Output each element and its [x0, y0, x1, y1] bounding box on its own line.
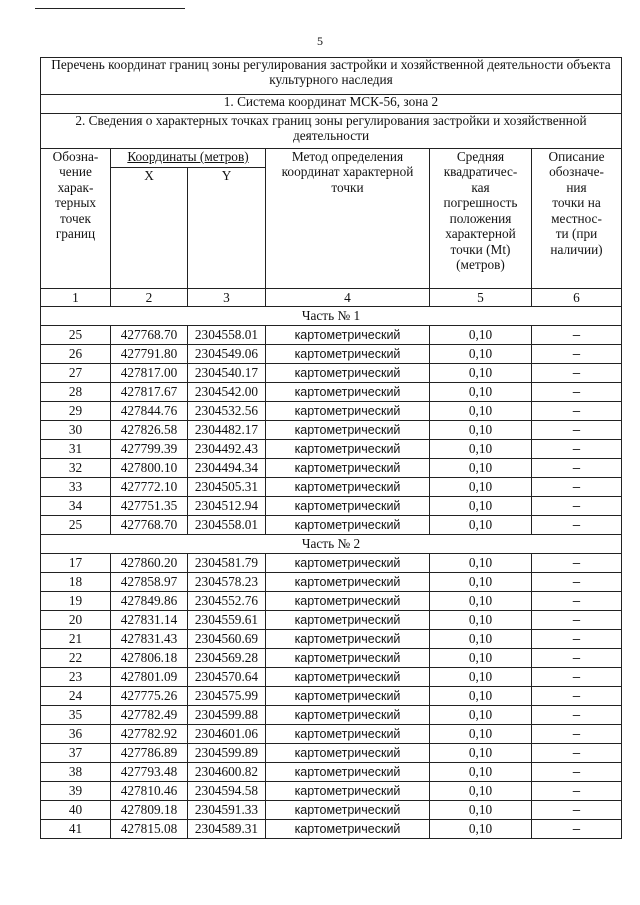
- coordinate-x: 427768.70: [111, 326, 188, 345]
- section-title: 2. Сведения о характерных точках границ зоны регулирования застройки и хозяйственной деятельности: [41, 114, 622, 149]
- coordinate-y: 2304570.64: [188, 668, 266, 687]
- coordinate-y: 2304578.23: [188, 573, 266, 592]
- table-row: [41, 497, 622, 516]
- column-numbers-row: [41, 289, 622, 307]
- description: –: [532, 421, 622, 440]
- method: картометрический: [266, 706, 430, 725]
- description: –: [532, 345, 622, 364]
- table-row: [41, 345, 622, 364]
- description: –: [532, 364, 622, 383]
- accuracy-mt: 0,10: [430, 725, 532, 744]
- header-x: X: [111, 168, 188, 289]
- table-row: [41, 326, 622, 345]
- part-header-row: [41, 307, 622, 326]
- point-number: 18: [41, 573, 111, 592]
- top-rule: [35, 8, 185, 9]
- point-number: 21: [41, 630, 111, 649]
- accuracy-mt: 0,10: [430, 345, 532, 364]
- coordinate-y: 2304591.33: [188, 801, 266, 820]
- point-number: 32: [41, 459, 111, 478]
- accuracy-mt: 0,10: [430, 630, 532, 649]
- coordinate-y: 2304600.82: [188, 763, 266, 782]
- description: –: [532, 554, 622, 573]
- coordinate-y: 2304589.31: [188, 820, 266, 839]
- coordinate-y: 2304594.58: [188, 782, 266, 801]
- point-number: 20: [41, 611, 111, 630]
- coordinate-y: 2304558.01: [188, 326, 266, 345]
- description: –: [532, 763, 622, 782]
- header-y: Y: [188, 168, 266, 289]
- coordinate-y: 2304599.88: [188, 706, 266, 725]
- coordinate-x: 427768.70: [111, 516, 188, 535]
- description: –: [532, 801, 622, 820]
- method: картометрический: [266, 478, 430, 497]
- description: –: [532, 383, 622, 402]
- coordinate-y: 2304581.79: [188, 554, 266, 573]
- coordinate-x: 427817.00: [111, 364, 188, 383]
- coordinate-x: 427751.35: [111, 497, 188, 516]
- accuracy-mt: 0,10: [430, 573, 532, 592]
- description: –: [532, 516, 622, 535]
- method: картометрический: [266, 725, 430, 744]
- point-number: 36: [41, 725, 111, 744]
- description: –: [532, 782, 622, 801]
- coordinate-x: 427806.18: [111, 649, 188, 668]
- header-method: Метод определения координат характерной точки: [266, 149, 430, 289]
- description: –: [532, 630, 622, 649]
- accuracy-mt: 0,10: [430, 668, 532, 687]
- accuracy-mt: 0,10: [430, 687, 532, 706]
- point-number: 40: [41, 801, 111, 820]
- table-row: [41, 763, 622, 782]
- table-row: [41, 725, 622, 744]
- coordinate-x: 427860.20: [111, 554, 188, 573]
- point-number: 17: [41, 554, 111, 573]
- table-row: [41, 801, 622, 820]
- method: картометрический: [266, 383, 430, 402]
- table-row: [41, 706, 622, 725]
- header-row: [41, 149, 622, 168]
- point-number: 31: [41, 440, 111, 459]
- method: картометрический: [266, 573, 430, 592]
- table-row: [41, 744, 622, 763]
- description: –: [532, 687, 622, 706]
- point-number: 38: [41, 763, 111, 782]
- table-row: [41, 668, 622, 687]
- table-row: [41, 611, 622, 630]
- method: картометрический: [266, 782, 430, 801]
- coordinate-y: 2304494.34: [188, 459, 266, 478]
- coordinate-y: 2304552.76: [188, 592, 266, 611]
- table-row: [41, 630, 622, 649]
- accuracy-mt: 0,10: [430, 706, 532, 725]
- coordinate-y: 2304505.31: [188, 478, 266, 497]
- header-point-designation: Обозна- чение харак- терных точек границ: [41, 149, 111, 289]
- accuracy-mt: 0,10: [430, 782, 532, 801]
- table-row: [41, 440, 622, 459]
- point-number: 29: [41, 402, 111, 421]
- coordinate-x: 427815.08: [111, 820, 188, 839]
- accuracy-mt: 0,10: [430, 326, 532, 345]
- method: картометрический: [266, 326, 430, 345]
- coordinate-x: 427775.26: [111, 687, 188, 706]
- method: картометрический: [266, 421, 430, 440]
- section-row: [41, 114, 622, 149]
- coordinates-table: [40, 57, 622, 839]
- method: картометрический: [266, 402, 430, 421]
- method: картометрический: [266, 554, 430, 573]
- coordinate-y: 2304575.99: [188, 687, 266, 706]
- accuracy-mt: 0,10: [430, 592, 532, 611]
- column-number: 3: [188, 289, 266, 307]
- header-coordinates: Координаты (метров): [111, 149, 266, 168]
- description: –: [532, 706, 622, 725]
- header-description: Описание обозначе- ния точки на местнос- ти (при наличии): [532, 149, 622, 289]
- point-number: 30: [41, 421, 111, 440]
- point-number: 24: [41, 687, 111, 706]
- table-row: [41, 649, 622, 668]
- coordinate-x: 427810.46: [111, 782, 188, 801]
- accuracy-mt: 0,10: [430, 611, 532, 630]
- coordinate-x: 427801.09: [111, 668, 188, 687]
- table-row: [41, 554, 622, 573]
- table-row: [41, 687, 622, 706]
- coordinate-x: 427826.58: [111, 421, 188, 440]
- coordinate-y: 2304558.01: [188, 516, 266, 535]
- accuracy-mt: 0,10: [430, 364, 532, 383]
- coordinate-y: 2304549.06: [188, 345, 266, 364]
- coordinate-y: 2304599.89: [188, 744, 266, 763]
- method: картометрический: [266, 592, 430, 611]
- coordinate-x: 427791.80: [111, 345, 188, 364]
- description: –: [532, 611, 622, 630]
- coordinate-x: 427772.10: [111, 478, 188, 497]
- column-number: 4: [266, 289, 430, 307]
- method: картометрический: [266, 611, 430, 630]
- coordinate-y: 2304569.28: [188, 649, 266, 668]
- method: картометрический: [266, 744, 430, 763]
- point-number: 28: [41, 383, 111, 402]
- column-number: 2: [111, 289, 188, 307]
- column-number: 5: [430, 289, 532, 307]
- coordinate-y: 2304559.61: [188, 611, 266, 630]
- method: картометрический: [266, 801, 430, 820]
- point-number: 27: [41, 364, 111, 383]
- coordinate-y: 2304540.17: [188, 364, 266, 383]
- coordinate-x: 427786.89: [111, 744, 188, 763]
- table-row: [41, 383, 622, 402]
- method: картометрический: [266, 345, 430, 364]
- method: картометрический: [266, 687, 430, 706]
- part-header-row: [41, 535, 622, 554]
- method: картометрический: [266, 516, 430, 535]
- description: –: [532, 402, 622, 421]
- coordinate-y: 2304560.69: [188, 630, 266, 649]
- coordinate-y: 2304542.00: [188, 383, 266, 402]
- method: картометрический: [266, 649, 430, 668]
- accuracy-mt: 0,10: [430, 554, 532, 573]
- coordinate-x: 427858.97: [111, 573, 188, 592]
- table-row: [41, 592, 622, 611]
- point-number: 22: [41, 649, 111, 668]
- method: картометрический: [266, 364, 430, 383]
- coordinate-y: 2304492.43: [188, 440, 266, 459]
- method: картометрический: [266, 763, 430, 782]
- coordinate-x: 427809.18: [111, 801, 188, 820]
- description: –: [532, 478, 622, 497]
- point-number: 26: [41, 345, 111, 364]
- coordinate-y: 2304512.94: [188, 497, 266, 516]
- coordinate-y: 2304601.06: [188, 725, 266, 744]
- table-row: [41, 516, 622, 535]
- accuracy-mt: 0,10: [430, 421, 532, 440]
- table-row: [41, 402, 622, 421]
- description: –: [532, 440, 622, 459]
- coordinate-x: 427782.49: [111, 706, 188, 725]
- description: –: [532, 326, 622, 345]
- method: картометрический: [266, 440, 430, 459]
- accuracy-mt: 0,10: [430, 497, 532, 516]
- description: –: [532, 649, 622, 668]
- accuracy-mt: 0,10: [430, 516, 532, 535]
- point-number: 37: [41, 744, 111, 763]
- coordinate-system-row: [41, 95, 622, 114]
- coordinate-x: 427793.48: [111, 763, 188, 782]
- accuracy-mt: 0,10: [430, 402, 532, 421]
- accuracy-mt: 0,10: [430, 383, 532, 402]
- table-row: [41, 573, 622, 592]
- table-row: [41, 478, 622, 497]
- point-number: 23: [41, 668, 111, 687]
- coordinate-x: 427782.92: [111, 725, 188, 744]
- coordinate-x: 427849.86: [111, 592, 188, 611]
- description: –: [532, 744, 622, 763]
- method: картометрический: [266, 630, 430, 649]
- point-number: 35: [41, 706, 111, 725]
- accuracy-mt: 0,10: [430, 478, 532, 497]
- table-row: [41, 459, 622, 478]
- point-number: 19: [41, 592, 111, 611]
- coordinate-system: 1. Система координат МСК-56, зона 2: [41, 95, 622, 114]
- coordinate-x: 427817.67: [111, 383, 188, 402]
- accuracy-mt: 0,10: [430, 649, 532, 668]
- table-row: [41, 421, 622, 440]
- coordinate-x: 427831.43: [111, 630, 188, 649]
- method: картометрический: [266, 668, 430, 687]
- description: –: [532, 820, 622, 839]
- header-accuracy: Средняя квадратичес- кая погрешность положения характерной точки (Mt) (метров): [430, 149, 532, 289]
- description: –: [532, 573, 622, 592]
- title-row: [41, 58, 622, 95]
- point-number: 41: [41, 820, 111, 839]
- column-number: 1: [41, 289, 111, 307]
- accuracy-mt: 0,10: [430, 801, 532, 820]
- description: –: [532, 459, 622, 478]
- part-title: Часть № 1: [41, 307, 622, 326]
- coordinate-x: 427800.10: [111, 459, 188, 478]
- document-title: Перечень координат границ зоны регулирования застройки и хозяйственной деятельности объекта культурного наследия: [41, 58, 622, 95]
- coordinate-x: 427844.76: [111, 402, 188, 421]
- accuracy-mt: 0,10: [430, 459, 532, 478]
- point-number: 33: [41, 478, 111, 497]
- accuracy-mt: 0,10: [430, 744, 532, 763]
- description: –: [532, 668, 622, 687]
- table-row: [41, 364, 622, 383]
- table-row: [41, 820, 622, 839]
- description: –: [532, 592, 622, 611]
- method: картометрический: [266, 497, 430, 516]
- point-number: 25: [41, 326, 111, 345]
- coordinate-y: 2304482.17: [188, 421, 266, 440]
- method: картометрический: [266, 820, 430, 839]
- point-number: 39: [41, 782, 111, 801]
- description: –: [532, 497, 622, 516]
- accuracy-mt: 0,10: [430, 440, 532, 459]
- column-number: 6: [532, 289, 622, 307]
- part-title: Часть № 2: [41, 535, 622, 554]
- coordinate-x: 427799.39: [111, 440, 188, 459]
- page-number: 5: [317, 34, 323, 48]
- accuracy-mt: 0,10: [430, 763, 532, 782]
- method: картометрический: [266, 459, 430, 478]
- point-number: 25: [41, 516, 111, 535]
- coordinate-x: 427831.14: [111, 611, 188, 630]
- accuracy-mt: 0,10: [430, 820, 532, 839]
- point-number: 34: [41, 497, 111, 516]
- description: –: [532, 725, 622, 744]
- coordinate-y: 2304532.56: [188, 402, 266, 421]
- table-row: [41, 782, 622, 801]
